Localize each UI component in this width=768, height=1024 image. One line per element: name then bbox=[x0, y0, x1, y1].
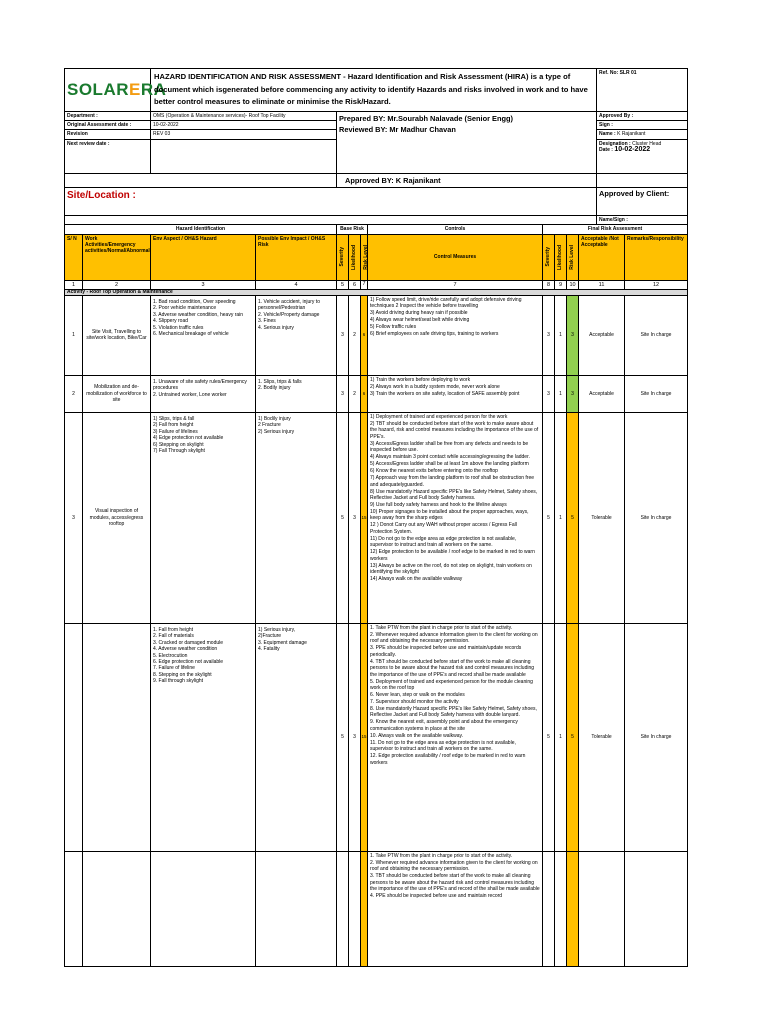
control-item: 1) Follow speed limit, drive/ride carefully and adopt defensive driving techniques 2 Inspect the vehicle before travelling bbox=[370, 296, 522, 310]
col-num: 9 bbox=[555, 280, 567, 289]
row-sn bbox=[65, 851, 83, 966]
control-item: 2) TBT should be conducted before start of the work to make aware about the hazard, risk and control measures including the importance of the use of PPE's. bbox=[370, 420, 539, 440]
row-sn: 3 bbox=[65, 412, 83, 623]
control-item: 3. PPE should be inspected before use and maintain/update records periodically. bbox=[370, 645, 522, 658]
col-num: 10 bbox=[567, 280, 579, 289]
control-item: 10. Always walk on the available walkway. bbox=[370, 732, 464, 739]
controls-header: Controls bbox=[368, 225, 543, 234]
aspect-item: 1. Unaware of site safety rules/Emergency procedures bbox=[153, 378, 247, 392]
control-item: 5) Follow traffic rules bbox=[370, 324, 417, 331]
row-acceptable: Acceptable bbox=[579, 375, 625, 412]
control-item: 8. Use mandatorily Hazard specific PPE's like Safety Helmet, Safety shoes, Reflective Jacket and Full body Safety harness with double lanyard. bbox=[370, 705, 537, 719]
table-row bbox=[65, 623, 688, 851]
original-date-label: Original Assessment date : bbox=[65, 120, 151, 129]
row-risk-level: 15 bbox=[361, 623, 368, 851]
row-likelihood bbox=[349, 851, 361, 966]
control-item: 2. Whenever required advance information given to the client for working on roof and obtaining the necessary permission. bbox=[370, 631, 538, 645]
col-num: 3 bbox=[151, 280, 256, 289]
row-risk-level: 15 bbox=[361, 412, 368, 623]
row-work-activity bbox=[83, 623, 151, 851]
aspect-item: 1) Slips, trips & fall bbox=[153, 415, 195, 422]
control-item: 9) Use full body safety harness and hook to the lifeline always bbox=[370, 501, 507, 508]
remarks-header: Remarks/Responsibility bbox=[625, 234, 688, 280]
prepared-reviewed-block bbox=[337, 111, 597, 173]
control-item: 13) Always be active on the roof, do not step on skylight, train workers on identifying the skylight bbox=[370, 562, 532, 575]
row-control-measures bbox=[368, 412, 543, 623]
control-item: 10) Proper signages to be installed about the proper approaches, ways, keep away from the sharp edges bbox=[370, 508, 529, 522]
aspect-item: 2. Fall of materials bbox=[153, 633, 194, 640]
department-label: Department : bbox=[65, 111, 151, 120]
impact-item: 1) Serious injury, bbox=[258, 626, 296, 633]
likelihood-header: Likelihood bbox=[349, 234, 361, 280]
col-num: 1 bbox=[65, 280, 83, 289]
name-sign-label: Name/Sign : bbox=[597, 215, 688, 224]
row-work-activity: Visual inspection of modules, access/egress rooftop bbox=[83, 412, 151, 623]
aspect-item: 9. Fall through skylight bbox=[153, 678, 204, 685]
control-item: 7. Supervisor should monitor the activity bbox=[370, 698, 459, 705]
row-remarks: Site In charge bbox=[625, 375, 688, 412]
row-sn bbox=[65, 623, 83, 851]
row-env-impact bbox=[256, 412, 337, 623]
col-num: 11 bbox=[579, 280, 625, 289]
row-final-severity bbox=[543, 851, 555, 966]
row-work-activity: Site Visit, Travelling to site/work location, Bike/Car bbox=[83, 295, 151, 375]
impact-item: 2)Fracture bbox=[258, 633, 282, 640]
control-item: 3) Avoid driving during heavy rain if possible bbox=[370, 310, 468, 317]
row-risk-level bbox=[361, 851, 368, 966]
row-acceptable: Tolerable bbox=[579, 623, 625, 851]
row-remarks bbox=[625, 851, 688, 966]
hira-sheet bbox=[64, 68, 687, 967]
row-work-activity bbox=[83, 851, 151, 966]
approved-by: Approved BY: K Rajanikant bbox=[337, 173, 597, 187]
final-risk-level-header: Risk Level bbox=[567, 234, 579, 280]
header-table bbox=[64, 68, 688, 225]
sign-label: Sign : bbox=[597, 120, 688, 129]
prepared-by: Prepared BY: Mr.Sourabh Nalavade (Senior Engg) bbox=[339, 113, 513, 123]
table-row bbox=[65, 412, 688, 623]
row-final-risk-level bbox=[567, 851, 579, 966]
impact-item: 3. Equipment damage bbox=[258, 639, 307, 646]
impact-item: 4. Fatality bbox=[258, 646, 280, 653]
document-title: HAZARD IDENTIFICATION AND RISK ASSESSMENT - Hazard Identification and Risk Assessment (HIRA) is a type of document which isgenerated before commencing any activity to identify Hazards and risks involved in work and to have better control measures to eliminate or minimise the Risk/Hazard. bbox=[151, 69, 597, 112]
col-num: 6 bbox=[349, 280, 361, 289]
aspect-item: 6. Mechanical breakage of vehicle bbox=[153, 330, 229, 337]
row-severity: 5 bbox=[337, 623, 349, 851]
aspect-item: 2) Fall from height bbox=[153, 422, 194, 429]
name-label: Name : bbox=[599, 131, 616, 138]
control-item: 3) Train the workers on site safety, location of SAFE assembly point bbox=[370, 390, 520, 397]
env-aspect-header: Env Aspect / OH&S Hazard bbox=[151, 234, 256, 280]
original-date-value: 10-02-2022 bbox=[151, 120, 337, 129]
row-likelihood: 2 bbox=[349, 375, 361, 412]
control-item: 6) Brief employees on safe driving tips, training to workers bbox=[370, 331, 499, 338]
col-num: 12 bbox=[625, 280, 688, 289]
aspect-item: 6. Edge protection not available bbox=[153, 658, 224, 665]
control-item: 8) Use mandatorily Hazard specific PPE's like Safety Helmet, Safety shoes, Reflective Jacket and Full body Safety harness. bbox=[370, 488, 538, 501]
row-env-aspect bbox=[151, 623, 256, 851]
control-item: 12. Edge protection availability / roof edge to be marked in red to warn workers bbox=[370, 753, 526, 766]
final-likelihood-header: Likelihood bbox=[555, 234, 567, 280]
name-row bbox=[597, 130, 688, 139]
final-severity-header: Severity bbox=[543, 234, 555, 280]
aspect-item: 1. Bad road condition, Over speeding bbox=[153, 298, 236, 305]
row-likelihood: 3 bbox=[349, 412, 361, 623]
aspect-item: 7) Fall Through skylight bbox=[153, 447, 205, 454]
row-severity: 3 bbox=[337, 375, 349, 412]
control-item: 5. Deployment of trained and experienced person for the module cleaning work on the roof top bbox=[370, 678, 533, 691]
control-item: 1. Take PTW from the plant in charge prior to start of the activity. bbox=[370, 624, 513, 631]
control-item: 3. TBT should be conducted before start of the work to make all cleaning persons to be aware about the hazard risk and control measures including the importance of the use of PPE's and record of the shall be made available bbox=[370, 873, 540, 893]
ref-no: Ref. No: SLR 01 bbox=[597, 69, 688, 112]
control-item: 12 ) Donot Carry out any WAH without proper access / Egress Fall Protection System. bbox=[370, 522, 517, 535]
date-value: 10-02-2022 bbox=[614, 146, 651, 154]
col-num: 5 bbox=[337, 280, 349, 289]
risk-table bbox=[64, 224, 688, 967]
row-remarks: Site In charge bbox=[625, 623, 688, 851]
impact-item: 2. Vehicle/Property damage bbox=[258, 311, 320, 318]
row-control-measures bbox=[368, 375, 543, 412]
row-final-likelihood: 1 bbox=[555, 623, 567, 851]
row-env-impact bbox=[256, 623, 337, 851]
aspect-item: 4. Adverse weather condition bbox=[153, 646, 218, 653]
control-item: 1) Train the workers before deploying to work bbox=[370, 376, 471, 383]
row-control-measures bbox=[368, 851, 543, 966]
impact-item: 2 Fracture bbox=[258, 422, 281, 429]
revision-label: Revision bbox=[65, 130, 151, 139]
table-row bbox=[65, 375, 688, 412]
risk-level-header: Risk Level bbox=[361, 234, 368, 280]
env-impact-header: Possible Env Impact / OH&S Risk bbox=[256, 234, 337, 280]
impact-item: 3. Fines bbox=[258, 318, 276, 325]
work-activities-header: Work Activities/Emergency activities/Normal/Abnormal bbox=[83, 234, 151, 280]
date-label: Date : bbox=[599, 147, 613, 154]
row-final-likelihood: 1 bbox=[555, 295, 567, 375]
section-title: Activity - Roof Top Operation & Maintenance bbox=[65, 289, 688, 295]
row-final-likelihood: 1 bbox=[555, 375, 567, 412]
control-item: 3) Access/Egress ladder shall be free from any defects and needs to be inspected before use. bbox=[370, 440, 529, 454]
control-item: 5) Access/Egress ladder shall be at least 1m above the landing platform bbox=[370, 461, 529, 468]
control-item: 6) Know the nearest exits before entering onto the rooftop bbox=[370, 468, 498, 475]
row-likelihood: 3 bbox=[349, 623, 361, 851]
designation-label: Designation : bbox=[599, 140, 631, 147]
row-final-risk-level: 5 bbox=[567, 412, 579, 623]
row-risk-level: 6 bbox=[361, 375, 368, 412]
hazard-identification-header: Hazard Identification bbox=[65, 225, 337, 234]
row-env-aspect bbox=[151, 412, 256, 623]
next-review-label: Next review date : bbox=[65, 139, 151, 173]
aspect-item: 6) Stepping on skylight bbox=[153, 441, 204, 448]
severity-header: Severity bbox=[337, 234, 349, 280]
control-item: 9. Know the nearest exit, assembly point and about the emergency communication systems in place at the site bbox=[370, 719, 518, 732]
impact-item: 2. Bodily injury bbox=[258, 385, 291, 392]
row-env-aspect bbox=[151, 851, 256, 966]
base-risk-header: Base Risk bbox=[337, 225, 368, 234]
row-env-impact bbox=[256, 295, 337, 375]
row-sn: 2 bbox=[65, 375, 83, 412]
department-value: OMS (Operation & Maintenance services)- Roof Top Facility bbox=[151, 111, 337, 120]
sn-header: S/ N bbox=[65, 234, 83, 280]
row-env-aspect bbox=[151, 375, 256, 412]
row-final-likelihood: 1 bbox=[555, 412, 567, 623]
row-severity: 5 bbox=[337, 412, 349, 623]
row-work-activity: Mobilization and de-mobilization of workforce to site bbox=[83, 375, 151, 412]
row-control-measures bbox=[368, 295, 543, 375]
aspect-item: 3) Failure of lifelines bbox=[153, 428, 198, 435]
table-row bbox=[65, 851, 688, 966]
aspect-item: 3. Adverse weather condition, heavy rain bbox=[153, 311, 244, 318]
aspect-item: 5. Violation traffic rules bbox=[153, 324, 204, 331]
row-final-severity: 3 bbox=[543, 295, 555, 375]
revision-value: REV 03 bbox=[151, 130, 337, 139]
control-item: 4) Always maintain 3 point contact while accessing/egressing the ladder. bbox=[370, 454, 530, 461]
control-item: 2) Always work in a buddy system mode, never work alone bbox=[370, 383, 500, 390]
next-review-value bbox=[151, 139, 337, 173]
row-env-impact bbox=[256, 851, 337, 966]
row-severity: 3 bbox=[337, 295, 349, 375]
impact-item: 1. Slips, trips & falls bbox=[258, 378, 302, 385]
control-item: 1. Take PTW from the plant in charge prior to start of the activity. bbox=[370, 852, 513, 859]
row-final-risk-level: 5 bbox=[567, 623, 579, 851]
designation-value: Cluster Head bbox=[632, 140, 662, 147]
solarera-logo: SOLARERA bbox=[65, 69, 151, 112]
control-item: 12) Edge protection to be available / roof edge to be marked in red to warn workers bbox=[370, 549, 535, 562]
col-num: 8 bbox=[543, 280, 555, 289]
table-row bbox=[65, 295, 688, 375]
reviewed-by: Reviewed BY: Mr Madhur Chavan bbox=[339, 124, 456, 134]
aspect-item: 2. Poor vehicle maintenance bbox=[153, 305, 217, 312]
control-item: 4) Always wear helmet/seat belt while driving bbox=[370, 317, 470, 324]
site-location-label: Site/Location : bbox=[65, 187, 597, 215]
row-final-severity: 3 bbox=[543, 375, 555, 412]
row-acceptable: Acceptable bbox=[579, 295, 625, 375]
col-num: 2 bbox=[83, 280, 151, 289]
aspect-item: 8. Stepping on the skylight bbox=[153, 671, 212, 678]
row-sn: 1 bbox=[65, 295, 83, 375]
final-risk-header: Final Risk Assessment bbox=[543, 225, 688, 234]
control-measures-header: Control Measures bbox=[368, 234, 543, 280]
control-item: 1) Deployment of trained and experienced person for the work bbox=[370, 413, 508, 420]
aspect-item: 2. Untrained worker, Lone worker bbox=[153, 391, 227, 398]
control-item: 14) Always walk on the available walkway bbox=[370, 576, 463, 582]
row-acceptable bbox=[579, 851, 625, 966]
impact-item: 1. Vehicle accident, injury to personnel/Pedestrian bbox=[258, 298, 320, 312]
control-item: 7) Approach way from the landing platform to roof shall be obstruction free and adequatelyguarded. bbox=[370, 475, 535, 488]
row-final-severity: 5 bbox=[543, 623, 555, 851]
row-env-aspect bbox=[151, 295, 256, 375]
acceptable-header: Acceptable /Not Acceptable bbox=[579, 234, 625, 280]
row-env-impact bbox=[256, 375, 337, 412]
impact-item: 4. Serious injury bbox=[258, 324, 294, 331]
row-control-measures bbox=[368, 623, 543, 851]
approved-by-label: Approved By : bbox=[597, 111, 688, 120]
aspect-item: 1. Fall from height bbox=[153, 626, 194, 633]
impact-item: 1) Bodily injury bbox=[258, 415, 291, 422]
row-final-risk-level: 3 bbox=[567, 375, 579, 412]
aspect-item: 4) Edge protection not available bbox=[153, 435, 224, 442]
row-remarks: Site In charge bbox=[625, 412, 688, 623]
aspect-item: 4. Slippery road bbox=[153, 318, 189, 325]
impact-item: 2) Serious injury bbox=[258, 428, 295, 435]
row-likelihood: 2 bbox=[349, 295, 361, 375]
row-severity bbox=[337, 851, 349, 966]
aspect-item: 3. Cracked or damaged module bbox=[153, 639, 224, 646]
control-item: 2. Whenever required advance information given to the client for working on roof and obtaining the necessary permission. bbox=[370, 859, 538, 873]
row-final-severity: 5 bbox=[543, 412, 555, 623]
approved-by-client: Approved by Client: bbox=[597, 187, 688, 215]
control-item: 4. TBT should be conducted before start of the work to make all cleaning persons to be aware about the hazard risk and control measures including the importance of the use of PPE's and record shall be made available bbox=[370, 658, 535, 678]
designation-date-block bbox=[597, 139, 688, 173]
name-value: K Rajanikant bbox=[617, 131, 646, 138]
row-risk-level: 6 bbox=[361, 295, 368, 375]
control-item: 4. PPE should be inspected before use and maintain record bbox=[370, 893, 503, 900]
row-acceptable: Tolerable bbox=[579, 412, 625, 623]
control-item: 11. Do not go to the edge area as edge protection is not available, supervisor to instruct and train all workers on the same. bbox=[370, 739, 516, 753]
risk-rows bbox=[65, 295, 688, 966]
col-num: 7 bbox=[361, 280, 368, 289]
row-remarks: Site In charge bbox=[625, 295, 688, 375]
spacer-cell bbox=[65, 173, 337, 187]
col-num: 7 bbox=[368, 280, 543, 289]
control-item: 11) Do not go to the edge area as edge protection is not available, supervisor to instruct and train all workers on the same. bbox=[370, 535, 517, 549]
aspect-item: 5. Electrocution bbox=[153, 652, 188, 659]
aspect-item: 7. Failure of lifeline bbox=[153, 665, 195, 672]
row-final-likelihood bbox=[555, 851, 567, 966]
row-final-risk-level: 3 bbox=[567, 295, 579, 375]
col-num: 4 bbox=[256, 280, 337, 289]
control-item: 6. Never lean, step or walk on the modules bbox=[370, 691, 465, 698]
spacer-cell-2 bbox=[597, 173, 688, 187]
